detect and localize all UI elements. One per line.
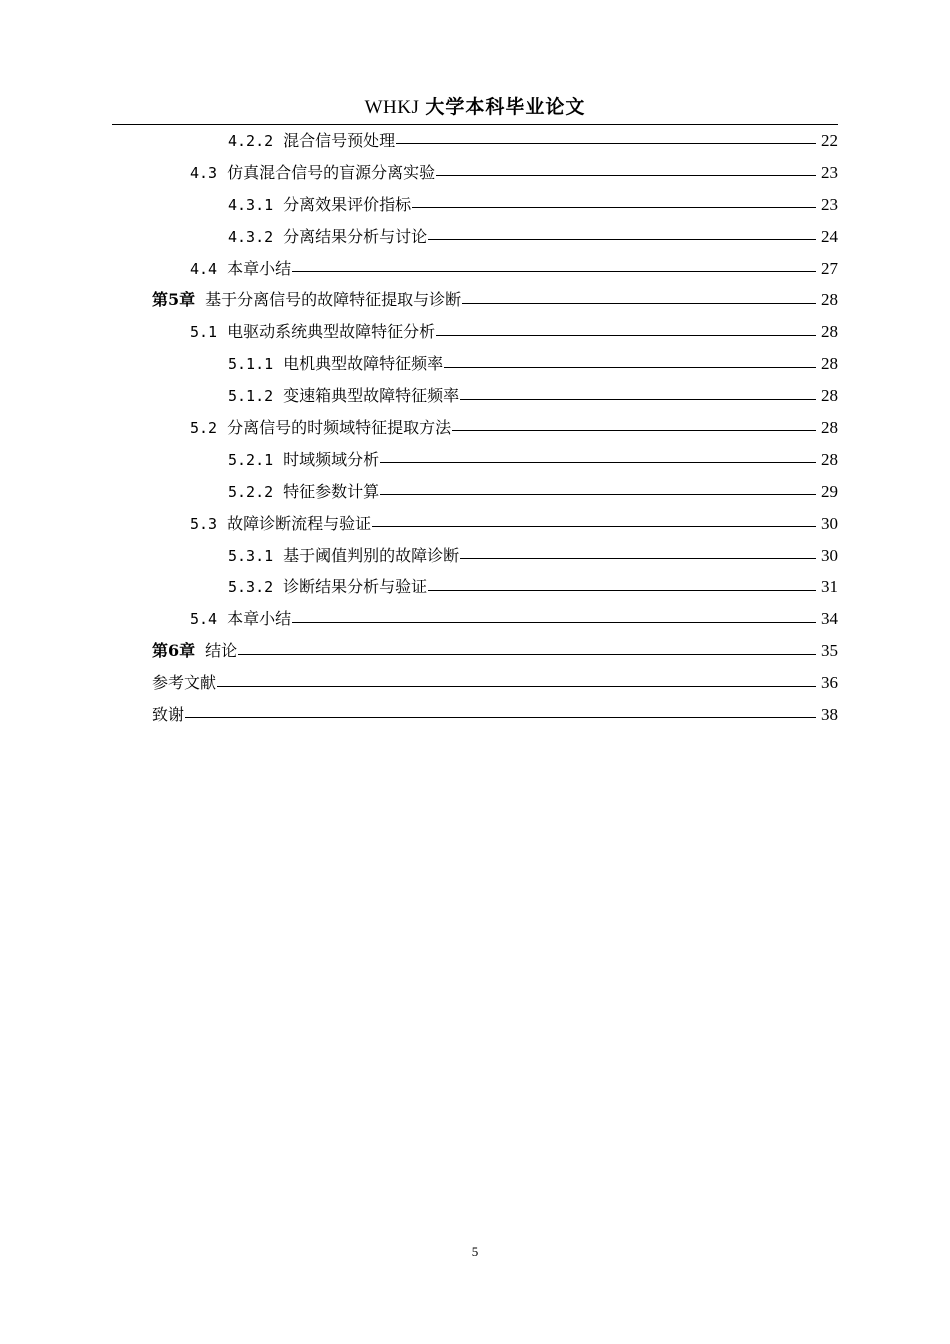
toc-entry-title: 结论 [205, 641, 238, 661]
toc-entry-page-number: 28 [821, 418, 838, 438]
toc-entry-page-number: 34 [821, 609, 838, 629]
toc-entry[interactable] [152, 284, 838, 316]
page-header [112, 92, 838, 125]
toc-leader-line [380, 462, 816, 463]
toc-entry-number: 5.1.1 [228, 355, 274, 374]
toc-entry[interactable] [152, 348, 838, 380]
toc-leader-line [428, 239, 816, 240]
toc-entry-page-number: 23 [821, 194, 838, 214]
toc-leader-line [396, 143, 816, 144]
toc-entry-number: 5.2.1 [228, 450, 274, 469]
toc-entry-page-number: 28 [821, 449, 838, 469]
toc-entry-title: 变速箱典型故障特征频率 [283, 386, 460, 406]
toc-entry-title: 电驱动系统典型故障特征分析 [227, 322, 436, 342]
table-of-contents [152, 125, 838, 731]
header-latin-text: WHKJ [364, 97, 420, 118]
toc-entry[interactable] [152, 508, 838, 540]
toc-entry-page-number: 36 [821, 673, 838, 693]
toc-entry-number: 5.3.2 [228, 578, 274, 597]
toc-entry-number: 5.4 [190, 610, 218, 629]
toc-leader-line [238, 654, 816, 655]
toc-entry[interactable] [152, 571, 838, 603]
toc-entry-number: 5.3 [190, 514, 218, 533]
toc-entry-number: 4.3.1 [228, 195, 274, 214]
toc-leader-line [412, 207, 816, 208]
toc-entry-page-number: 22 [821, 131, 838, 150]
toc-entry-page-number: 28 [821, 322, 838, 342]
toc-entry-page-number: 38 [821, 705, 838, 725]
toc-entry-title: 故障诊断流程与验证 [227, 513, 372, 533]
toc-entry[interactable] [152, 540, 838, 572]
toc-entry-title: 基于阈值判别的故障诊断 [283, 545, 460, 565]
toc-entry-title: 基于分离信号的故障特征提取与诊断 [205, 290, 462, 310]
toc-entry-page-number: 28 [821, 386, 838, 406]
toc-entry[interactable] [152, 476, 838, 508]
toc-entry[interactable] [152, 221, 838, 253]
toc-entry[interactable] [152, 157, 838, 189]
toc-entry-title: 诊断结果分析与验证 [283, 577, 428, 597]
toc-leader-line [372, 526, 816, 527]
toc-entry-number: 4.3.2 [228, 227, 274, 246]
toc-entry[interactable] [152, 412, 838, 444]
toc-entry-title: 本章小结 [227, 258, 292, 278]
toc-entry[interactable] [152, 125, 838, 157]
toc-entry-title: 混合信号预处理 [283, 131, 396, 150]
toc-entry-title: 分离效果评价指标 [283, 194, 412, 214]
toc-entry-page-number: 29 [821, 481, 838, 501]
toc-leader-line [428, 590, 816, 591]
toc-entry-number: 4.4 [190, 259, 218, 278]
toc-entry-page-number: 30 [821, 545, 838, 565]
toc-entry-title: 分离信号的时频域特征提取方法 [227, 418, 452, 438]
page-number: 5 [471, 1244, 479, 1259]
toc-entry-page-number: 31 [821, 577, 838, 597]
toc-entry-title: 本章小结 [227, 609, 292, 629]
toc-entry-number: 5.2.2 [228, 482, 274, 501]
toc-entry[interactable] [152, 316, 838, 348]
toc-entry-number: 5.1.2 [228, 387, 274, 406]
toc-entry-title: 仿真混合信号的盲源分离实验 [227, 162, 436, 182]
toc-leader-line [436, 175, 816, 176]
toc-leader-line [444, 367, 816, 368]
toc-entry-page-number: 35 [821, 641, 838, 661]
toc-entry-page-number: 28 [821, 354, 838, 374]
toc-entry-page-number: 28 [821, 290, 838, 310]
toc-leader-line [217, 686, 816, 687]
toc-entry-number: 5.3.1 [228, 546, 274, 565]
toc-entry[interactable] [152, 635, 838, 667]
header-title: 大学本科毕业论文 [425, 96, 586, 118]
toc-entry-title: 分离结果分析与讨论 [283, 226, 428, 246]
toc-leader-line [452, 430, 816, 431]
toc-leader-line [462, 303, 816, 304]
toc-entry[interactable] [152, 380, 838, 412]
toc-leader-line [436, 335, 816, 336]
toc-entry-number: 第6章 [152, 641, 196, 661]
toc-entry-number: 5.2 [190, 419, 218, 438]
toc-entry-title: 致谢 [152, 705, 185, 725]
toc-entry[interactable] [152, 253, 838, 285]
toc-entry[interactable] [152, 444, 838, 476]
toc-entry-page-number: 23 [821, 162, 838, 182]
toc-leader-line [292, 622, 816, 623]
toc-entry[interactable] [152, 189, 838, 221]
toc-entry-number: 5.1 [190, 323, 218, 342]
toc-leader-line [292, 271, 816, 272]
toc-entry-page-number: 30 [821, 513, 838, 533]
toc-entry-number: 4.2.2 [228, 132, 274, 150]
toc-entry-title: 电机典型故障特征频率 [283, 354, 444, 374]
toc-entry[interactable] [152, 699, 838, 731]
toc-entry[interactable] [152, 667, 838, 699]
toc-entry-page-number: 24 [821, 226, 838, 246]
toc-leader-line [380, 494, 816, 495]
toc-entry-title: 参考文献 [152, 673, 217, 693]
toc-entry[interactable] [152, 603, 838, 635]
toc-entry-page-number: 27 [821, 258, 838, 278]
toc-entry-number: 第5章 [152, 290, 196, 310]
toc-entry-title: 特征参数计算 [283, 481, 380, 501]
toc-entry-title: 时域频域分析 [283, 449, 380, 469]
toc-leader-line [460, 399, 816, 400]
toc-entry-number: 4.3 [190, 163, 218, 182]
toc-leader-line [185, 717, 816, 718]
toc-leader-line [460, 558, 816, 559]
